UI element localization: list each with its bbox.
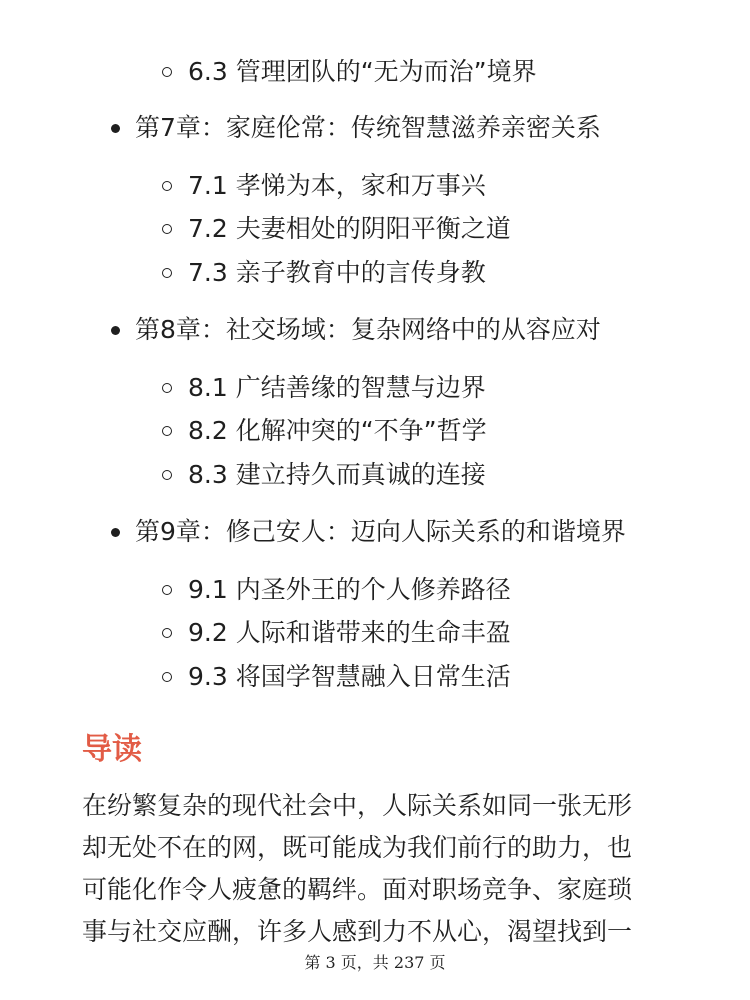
toc-section-item: 8.2 化解冲突的“不争”哲学 bbox=[188, 416, 487, 445]
circle-bullet-icon bbox=[162, 383, 172, 393]
disc-bullet-icon bbox=[111, 124, 120, 133]
circle-bullet-icon bbox=[162, 628, 172, 638]
circle-bullet-icon bbox=[162, 672, 172, 682]
paragraph-line: 在纷繁复杂的现代社会中，人际关系如同一张无形 bbox=[82, 791, 633, 820]
paragraph-line: 事与社交应酬，许多人感到力不从心，渴望找到一 bbox=[82, 917, 633, 946]
toc-section-item: 9.3 将国学智慧融入日常生活 bbox=[188, 662, 511, 691]
circle-bullet-icon bbox=[162, 181, 172, 191]
toc-section-item: 8.3 建立持久而真诚的连接 bbox=[188, 460, 486, 489]
toc-chapter-item: 第8章：社交场域：复杂网络中的从容应对 bbox=[135, 315, 601, 344]
toc-section-item: 8.1 广结善缘的智慧与边界 bbox=[188, 373, 486, 402]
circle-bullet-icon bbox=[162, 67, 172, 77]
circle-bullet-icon bbox=[162, 268, 172, 278]
toc-section-item: 7.1 孝悌为本，家和万事兴 bbox=[188, 171, 486, 200]
toc-section-item: 6.3 管理团队的“无为而治”境界 bbox=[188, 57, 537, 86]
toc-chapter-item: 第7章：家庭伦常：传统智慧滋养亲密关系 bbox=[135, 113, 601, 142]
toc-chapter-item: 第9章：修己安人：迈向人际关系的和谐境界 bbox=[135, 517, 626, 546]
circle-bullet-icon bbox=[162, 585, 172, 595]
toc-section-item: 9.1 内圣外王的个人修养路径 bbox=[188, 575, 511, 604]
toc-section-item: 9.2 人际和谐带来的生命丰盈 bbox=[188, 618, 511, 647]
circle-bullet-icon bbox=[162, 224, 172, 234]
page-number-footer: 第 3 页，共 237 页 bbox=[304, 953, 446, 972]
paragraph-line: 可能化作令人疲惫的羁绊。面对职场竞争、家庭琐 bbox=[82, 875, 633, 904]
disc-bullet-icon bbox=[111, 528, 120, 537]
circle-bullet-icon bbox=[162, 470, 172, 480]
toc-section-item: 7.3 亲子教育中的言传身教 bbox=[188, 258, 486, 287]
paragraph-line: 却无处不在的网，既可能成为我们前行的助力，也 bbox=[82, 833, 633, 862]
section-heading: 导读 bbox=[82, 732, 142, 767]
toc-section-item: 7.2 夫妻相处的阴阳平衡之道 bbox=[188, 214, 511, 243]
circle-bullet-icon bbox=[162, 426, 172, 436]
disc-bullet-icon bbox=[111, 326, 120, 335]
